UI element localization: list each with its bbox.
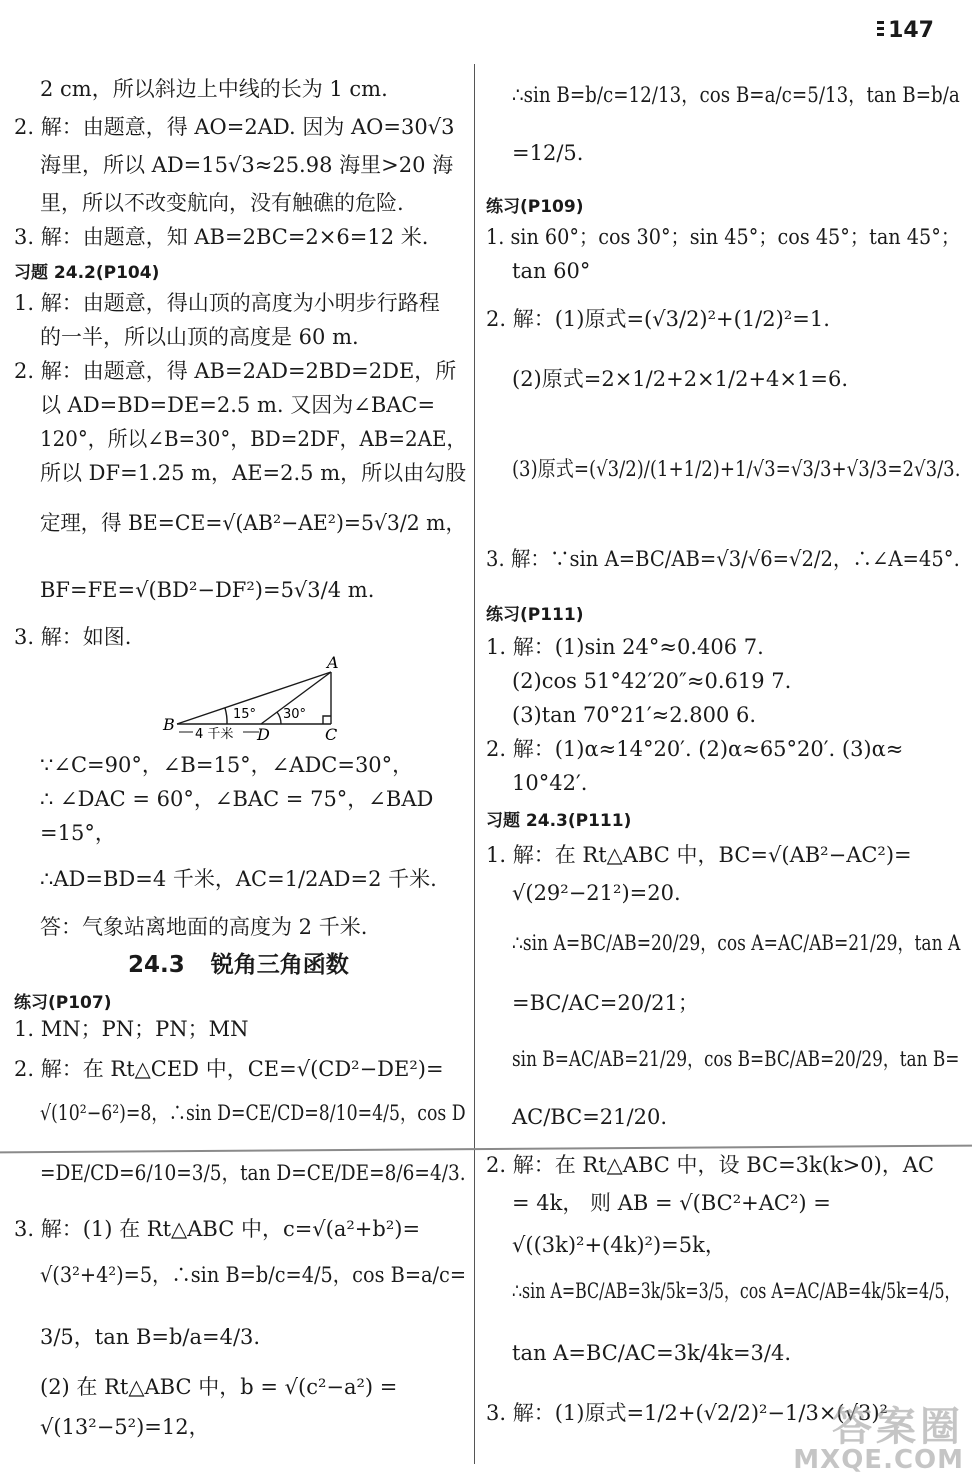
left-line: =DE/CD=6/10=3/5，tan D=CE/DE=8/6=4/3. — [40, 1161, 466, 1185]
exercise-heading: 练习(P111) — [486, 605, 584, 625]
left-line: BF=FE=√(BD²−DF²)=5√3/4 m. — [40, 578, 375, 602]
right-line: (2)原式=2×1/2+2×1/2+4×1=6. — [512, 367, 848, 391]
column-divider — [474, 64, 475, 1464]
left-line: 1. 解：由题意，得山顶的高度为小明步行路程 — [14, 291, 440, 315]
left-line: 里，所以不改变航向，没有触礁的危险. — [40, 191, 404, 215]
right-line: =BC/AC=20/21； — [512, 991, 699, 1015]
right-line: (3)原式=(√3/2)/(1+1/2)+1/√3=√3/3+√3/3=2√3/3. — [512, 457, 961, 481]
left-line: 的一半，所以山顶的高度是 60 m. — [40, 325, 359, 349]
label-a: A — [327, 656, 339, 672]
left-line: 3. 解：(1) 在 Rt△ABC 中，c=√(a²+b²)= — [14, 1217, 421, 1241]
right-line: = 4k， 则 AB = √(BC²+AC²) = — [512, 1191, 831, 1215]
watermark — [793, 1404, 964, 1475]
right-line: tan 60° — [512, 259, 591, 283]
right-line: √(29²−21²)=20. — [512, 881, 681, 905]
right-line: 2. 解：(1)α≈14°20′. (2)α≈65°20′. (3)α≈ — [486, 737, 904, 761]
dots-icon — [877, 21, 884, 39]
left-line: =15°， — [40, 821, 116, 845]
label-d: D — [257, 725, 270, 740]
right-line: 1. sin 60°；cos 30°；sin 45°；cos 45°；tan 45°； — [486, 225, 961, 249]
page-number-text: 147 — [888, 18, 934, 43]
label-b: B — [163, 715, 175, 734]
right-line: √((3k)²+(4k)²)=5k， — [512, 1233, 726, 1257]
right-line: 2. 解：在 Rt△ABC 中，设 BC=3k(k>0)，AC — [486, 1153, 935, 1177]
section-title — [128, 946, 349, 979]
right-line: (2)cos 51°42′20″≈0.619 7. — [512, 669, 792, 693]
right-angle-mark — [323, 716, 331, 724]
left-line: 以 AD=BD=DE=2.5 m. 又因为∠BAC= — [40, 393, 436, 417]
left-line: 定理，得 BE=CE=√(AB²−AE²)=5√3/2 m， — [40, 511, 466, 535]
left-line: √(13²−5²)=12， — [40, 1415, 210, 1439]
right-line: sin B=AC/AB=21/29，cos B=BC/AB=20/29，tan B= — [512, 1047, 960, 1071]
left-line: 所以 DF=1.25 m，AE=2.5 m，所以由勾股 — [40, 461, 467, 485]
left-line: 120°，所以∠B=30°，BD=2DF，AB=2AE， — [40, 427, 467, 451]
angle-b-arc — [225, 708, 227, 724]
angle-d-label: 30° — [283, 707, 307, 722]
section-name: 锐角三角函数 — [210, 952, 349, 978]
right-line: 1. 解：在 Rt△ABC 中，BC=√(AB²−AC²)= — [486, 843, 912, 867]
left-line: (2) 在 Rt△ABC 中，b = √(c²−a²) = — [40, 1375, 398, 1399]
page-number — [877, 18, 934, 43]
watermark-title: 答案圈 — [832, 1404, 964, 1450]
right-line: (3)tan 70°21′≈2.800 6. — [512, 703, 757, 727]
left-line: 3. 解：如图. — [14, 625, 132, 649]
watermark-url: MXQE.COM — [793, 1445, 964, 1475]
left-line: 海里，所以 AD=15√3≈25.98 海里>20 海 — [40, 153, 454, 177]
triangle-figure — [155, 656, 355, 740]
angle-d-arc — [277, 712, 281, 724]
right-line: ∴sin A=BC/AB=20/29，cos A=AC/AB=21/29，tan A — [512, 931, 961, 955]
right-line: 3. 解：∵sin A=BC/AB=√3/√6=√2/2，∴∠A=45°. — [486, 547, 960, 571]
left-line: ∴ ∠DAC = 60°，∠BAC = 75°，∠BAD — [40, 787, 434, 811]
left-line: ∴AD=BD=4 千米，AC=1/2AD=2 千米. — [40, 867, 437, 891]
left-line: 1. MN；PN；PN；MN — [14, 1017, 249, 1041]
exercise-heading: 习题 24.2(P104) — [14, 263, 160, 283]
label-c: C — [325, 725, 338, 740]
exercise-heading: 习题 24.3(P111) — [486, 811, 632, 831]
right-line: ∴sin B=b/c=12/13，cos B=a/c=5/13，tan B=b/a — [512, 83, 960, 107]
left-line: 2. 解：在 Rt△CED 中，CE=√(CD²−DE²)= — [14, 1057, 444, 1081]
left-line: 3/5，tan B=b/a=4/3. — [40, 1325, 261, 1349]
right-line: 2. 解：(1)原式=(√3/2)²+(1/2)²=1. — [486, 307, 830, 331]
distance-label: 4 千米 — [195, 727, 234, 740]
right-line: ∴sin A=BC/AB=3k/5k=3/5，cos A=AC/AB=4k/5k=4/5， — [512, 1279, 961, 1303]
right-line: tan A=BC/AC=3k/4k=3/4. — [512, 1341, 792, 1365]
left-line: 2. 解：由题意，得 AB=2AD=2BD=2DE，所 — [14, 359, 457, 383]
left-line: 2 cm，所以斜边上中线的长为 1 cm. — [40, 77, 388, 101]
right-line: 1. 解：(1)sin 24°≈0.406 7. — [486, 635, 764, 659]
left-line: √(10²−6²)=8，∴sin D=CE/CD=8/10=4/5，cos D — [40, 1101, 466, 1125]
left-line: 2. 解：由题意，得 AO=2AD. 因为 AO=30√3 — [14, 115, 455, 139]
right-line: 10°42′. — [512, 771, 588, 795]
left-line: √(3²+4²)=5，∴sin B=b/c=4/5，cos B=a/c= — [40, 1263, 467, 1287]
left-line: 答：气象站离地面的高度为 2 千米. — [40, 915, 368, 939]
section-number: 24.3 — [128, 952, 185, 978]
exercise-heading: 练习(P109) — [486, 197, 584, 217]
left-line: ∵∠C=90°，∠B=15°，∠ADC=30°， — [40, 753, 414, 777]
angle-b-label: 15° — [233, 707, 257, 722]
exercise-heading: 练习(P107) — [14, 993, 112, 1013]
right-line: 3. 解：(1)原式=1/2+(√2/2)²−1/3×(√3)² — [486, 1401, 888, 1425]
left-line: 3. 解：由题意，知 AB=2BC=2×6=12 米. — [14, 225, 429, 249]
right-line: =12/5. — [512, 141, 584, 165]
right-line: AC/BC=21/20. — [512, 1105, 667, 1129]
